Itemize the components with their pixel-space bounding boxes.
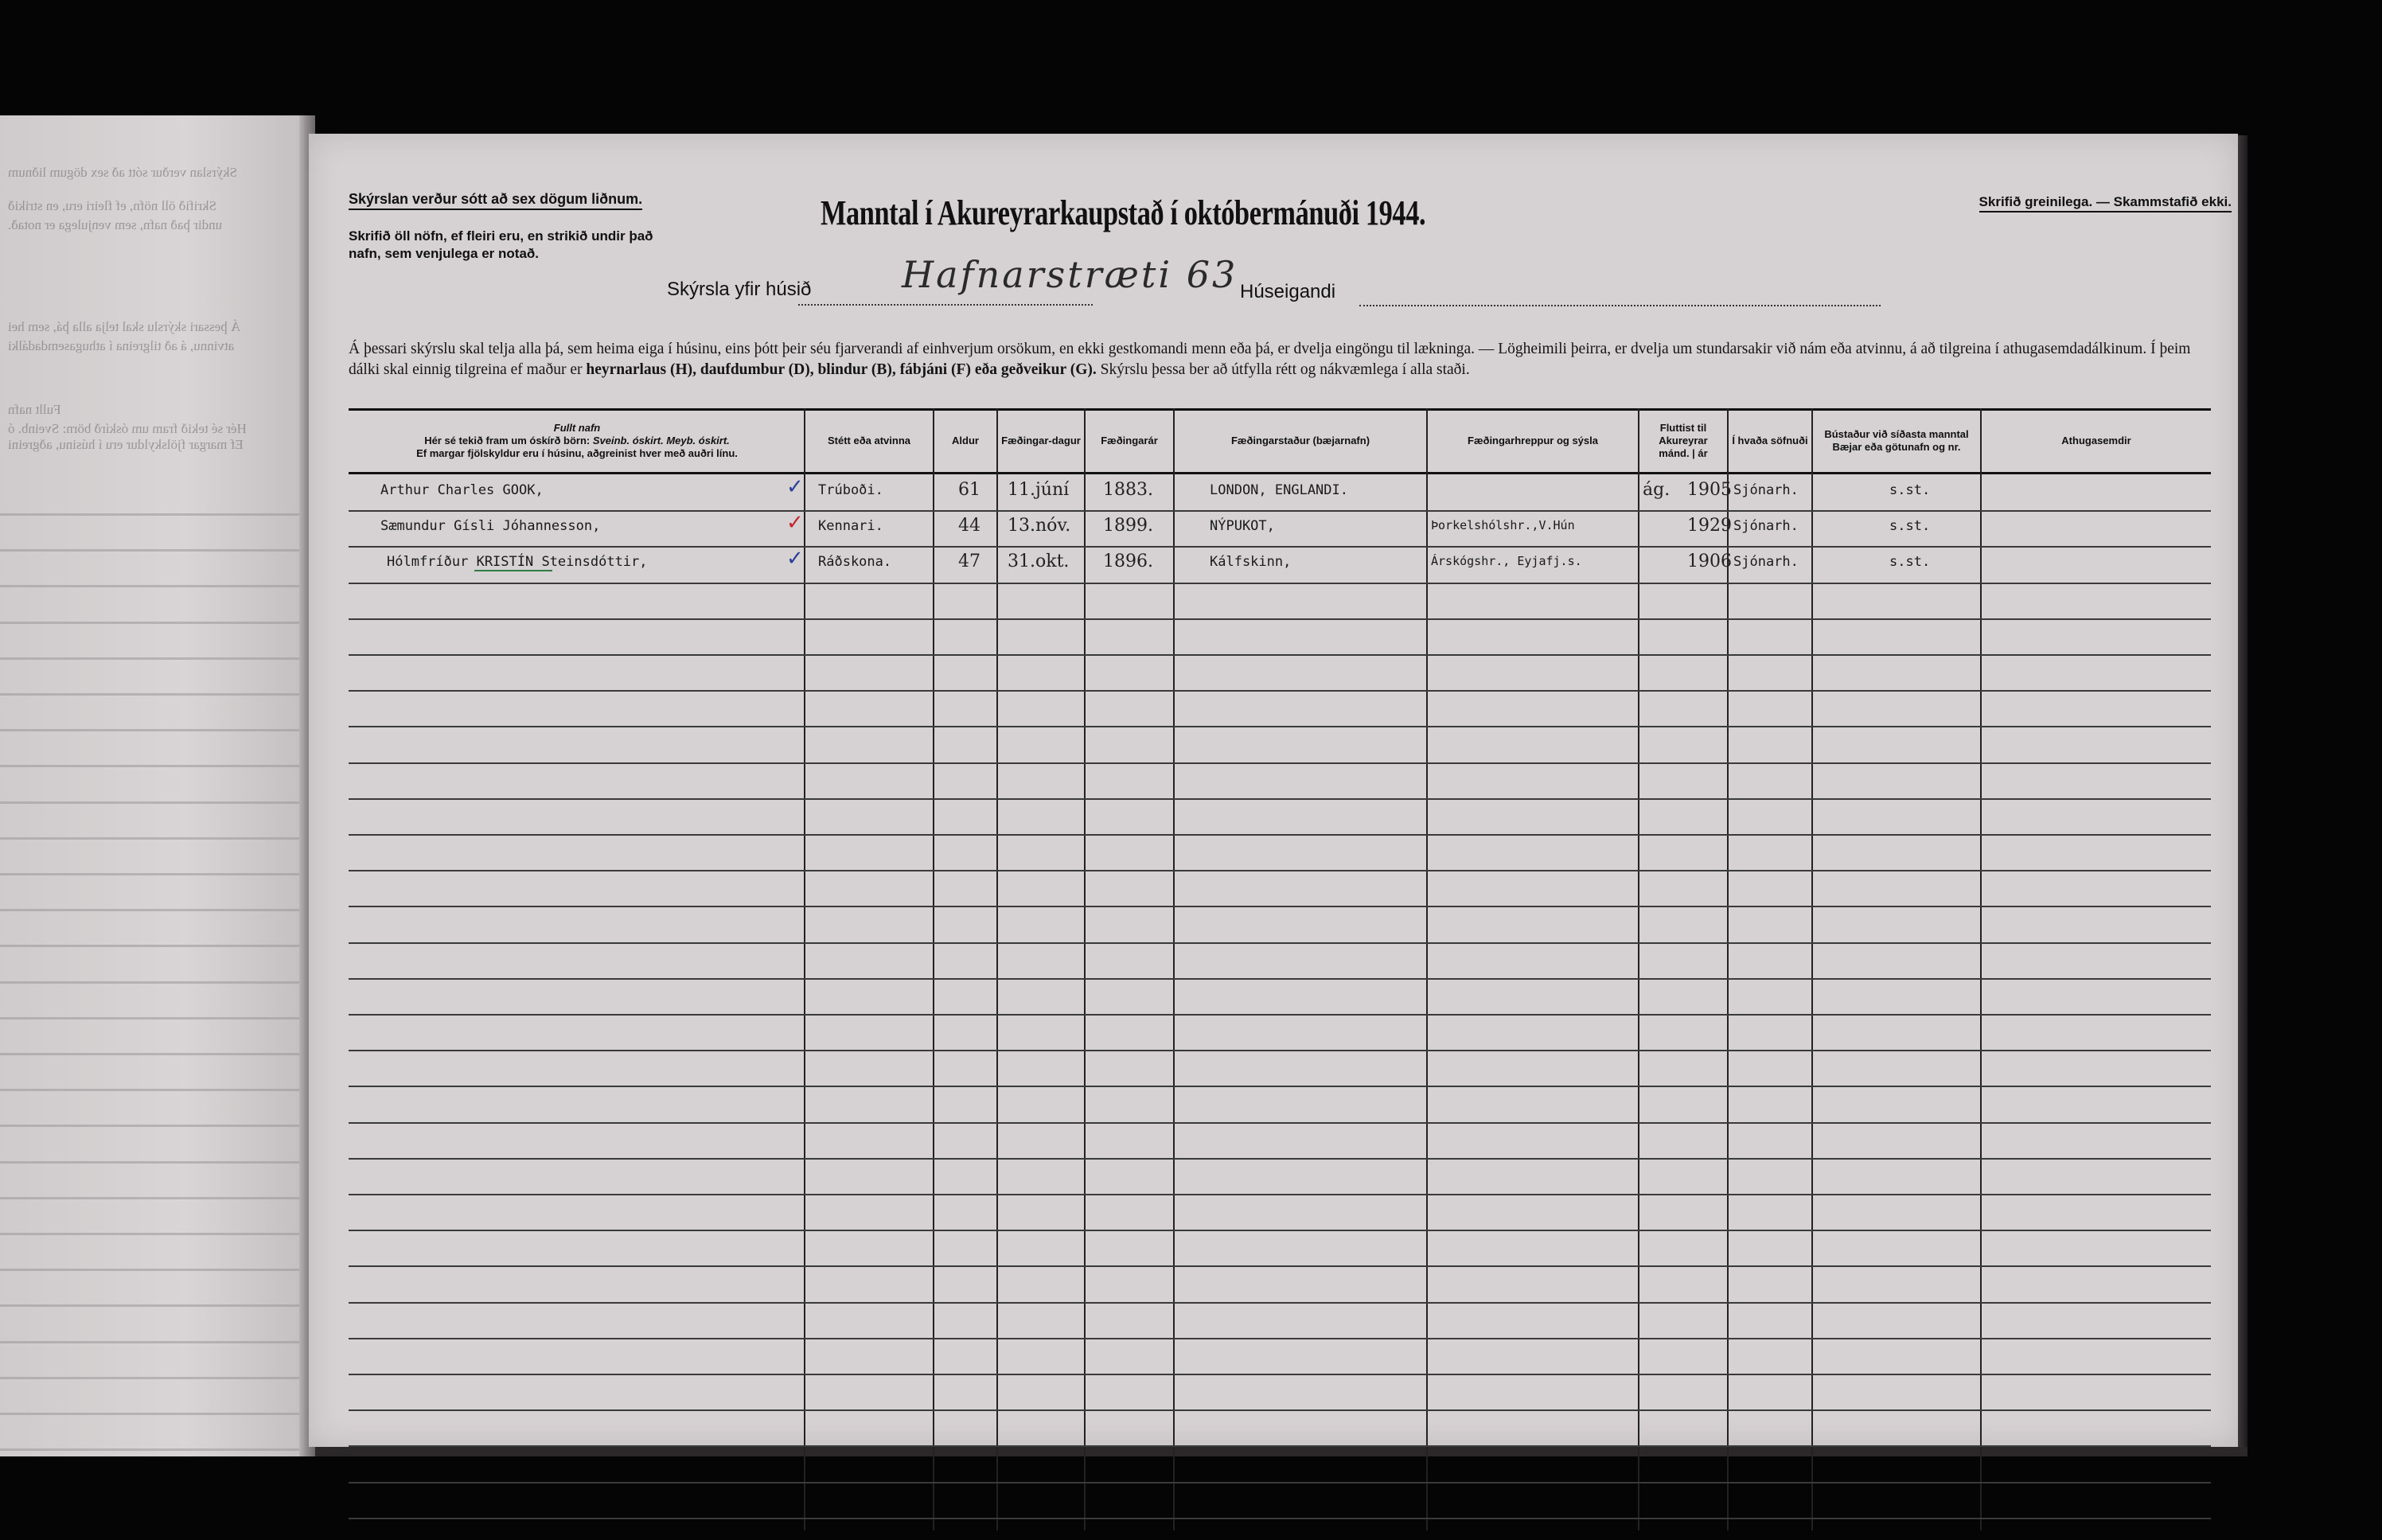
row1-moved-year: 1905: [1687, 480, 1732, 500]
previous-page: [0, 115, 309, 1456]
table-row-line: [349, 546, 2211, 548]
row1-moved-month: ág.: [1643, 480, 1671, 500]
table-row-line: [349, 618, 2211, 620]
row3-prev-residence: s.st.: [1889, 554, 1931, 570]
ghost-text: Skrifið öll nöfn, ef fleiri eru, en strikið: [8, 198, 217, 213]
left-page-rule: [0, 981, 309, 984]
row3-birthplace: Kálfskinn,: [1210, 554, 1292, 570]
table-column-line: [1173, 408, 1175, 1530]
row2-birth-parish: Þorkelshólshr.,V.Hún: [1431, 518, 1575, 532]
census-form-page: [309, 134, 2238, 1447]
header-prev-residence: [1813, 411, 1980, 470]
write-clearly-notice: Skrifið greinilega. — Skammstafið ekki.: [1979, 194, 2232, 212]
header-name-note: Hér sé tekið fram um óskírð börn: Sveinb. óskirt. Meyb. óskirt.: [424, 435, 730, 446]
left-page-rule: [0, 1053, 309, 1055]
table-row-line: [349, 870, 2211, 871]
table-column-line: [1811, 408, 1813, 1530]
page-title: Manntal í Akureyrarkaupstað í októbermánuði 1944.: [821, 193, 1426, 232]
row2-age: 44: [958, 516, 980, 536]
row3-age: 47: [958, 552, 980, 571]
header-prev-residence-sub: Bæjar eða götunafn og nr.: [1832, 441, 1961, 453]
header-name-title: Fullt nafn: [553, 422, 601, 434]
header-birth-parish: Fæðingarhreppur og sýsla: [1468, 435, 1598, 446]
left-page-rule: [0, 1161, 309, 1164]
header-age: Aldur: [952, 435, 979, 446]
table-row-line: [349, 942, 2211, 944]
ghost-text: undir það nafn, sem venjulega er notað.: [8, 217, 223, 232]
left-page-rule: [0, 657, 309, 660]
table-column-line: [1638, 408, 1639, 1530]
left-page-rule: [0, 1269, 309, 1271]
left-page-rule: [0, 585, 309, 587]
page-edge: [2238, 135, 2248, 1452]
left-page-rule: [0, 1233, 309, 1235]
left-page-rule: [0, 1448, 309, 1451]
table-header-rule: [349, 472, 2211, 474]
row1-congregation: Sjónarh.: [1733, 482, 1799, 498]
row1-prev-residence: s.st.: [1889, 482, 1931, 498]
table-row-line: [349, 690, 2211, 692]
left-page-rule: [0, 909, 309, 911]
table-column-line: [804, 408, 805, 1530]
header-moved-sub: mánd. | ár: [1659, 447, 1708, 459]
row1-birthplace: LONDON, ENGLANDI.: [1210, 482, 1348, 498]
row2-prev-residence: s.st.: [1889, 518, 1931, 534]
house-field-line: [798, 304, 1093, 306]
left-page-rule: [0, 1413, 309, 1415]
table-row-line: [349, 1445, 2211, 1447]
header-prev-residence-title: Bústaður við síðasta manntal: [1824, 428, 1969, 440]
instructions-text-end: Skýrslu þessa ber að útfylla rétt og nákvæmlega í alla staði.: [1096, 361, 1470, 378]
table-row-line: [349, 510, 2211, 512]
owner-field-line: [1359, 305, 1881, 306]
left-page-rule: [0, 873, 309, 875]
table-row-line: [349, 762, 2211, 764]
table-column-line: [1084, 408, 1086, 1530]
table-column-line: [1426, 408, 1428, 1530]
table-row-line: [349, 978, 2211, 980]
table-row-line: [349, 1518, 2211, 1519]
table-row-line: [349, 1265, 2211, 1267]
ghost-text: Ef margar fjölskyldur eru í húsinu, aðgreini: [8, 437, 244, 452]
table-row-line: [349, 1086, 2211, 1087]
left-page-rule: [0, 765, 309, 767]
instructions-bold: heyrnarlaus (H), daufdumbur (D), blindur (B), fábjáni (F) eða geðveikur (G).: [586, 361, 1097, 378]
table-row-line: [349, 726, 2211, 727]
instructions: [349, 339, 2211, 380]
row2-birth-day: 13.nóv.: [1008, 516, 1071, 536]
header-congregation: Í hvaða söfnuði: [1732, 435, 1808, 446]
row1-name: Arthur Charles GOOK,: [380, 482, 544, 498]
table-row-line: [349, 1482, 2211, 1483]
left-page-rule: [0, 693, 309, 696]
table-row-line: [349, 1194, 2211, 1195]
table-row-line: [349, 834, 2211, 836]
name-underline: [474, 570, 552, 571]
row3-occupation: Ráðskona.: [818, 554, 892, 570]
left-page-rule: [0, 549, 309, 552]
row2-birthplace: NÝPUKOT,: [1210, 518, 1275, 534]
left-page-rule: [0, 1197, 309, 1199]
left-page-rule: [0, 729, 309, 731]
left-page-rule: [0, 1089, 309, 1091]
ghost-text: Skýrslan verður sótt að sex dögum liðnum: [8, 165, 238, 180]
check-mark-icon: ✓: [786, 547, 804, 571]
table-column-line: [1727, 408, 1729, 1530]
left-page-rule: [0, 1377, 309, 1379]
ghost-text: Á þessari skýrslu skal telja alla þá, sem hei: [8, 319, 241, 334]
header-remarks: Athugasemdir: [2061, 435, 2131, 446]
table-row-line: [349, 1302, 2211, 1304]
row2-moved-year: 1929: [1687, 516, 1732, 536]
ghost-text: atvinnu, á að tilgreina í athugasemdadálki: [8, 338, 235, 353]
table-row-line: [349, 906, 2211, 907]
row2-name: Sæmundur Gísli Jóhannesson,: [380, 518, 601, 534]
ghost-text: Hér sé tekið fram um óskírð börn: Sveinb. ó: [8, 421, 247, 436]
header-birth-day: Fæðingar-dagur: [1001, 435, 1081, 446]
left-page-rule: [0, 1017, 309, 1020]
instructions-text: Á þessari skýrslu skal telja alla þá, sem heima eiga í húsinu, eins þótt þeir séu fjarverandi af einhverjum orsökum, en ekki gestkomandi menn eða þá, er dvelja eingöngu til lækninga. — Lögheimili þeirra, er dvelja um stundarsakir við nám eða atvinnu, á að tilgreina í athugasemdadálkinum. Í þeim dálki skal einnig tilgreina ef maður er: [349, 341, 2191, 378]
row2-birth-year: 1899.: [1103, 516, 1153, 536]
left-page-rule: [0, 1304, 309, 1307]
check-mark-icon: ✓: [786, 475, 804, 499]
ghost-text: Fullt nafn: [8, 402, 61, 417]
table-row-line: [349, 1230, 2211, 1231]
header-birthplace: Fæðingarstaður (bæjarnafn): [1230, 435, 1370, 446]
row3-congregation: Sjónarh.: [1733, 554, 1799, 570]
row3-birth-parish: Árskógshr., Eyjafj.s.: [1431, 554, 1582, 568]
owner-label: Húseigandi: [1240, 281, 1336, 302]
left-page-rule: [0, 513, 309, 516]
header-birth-year: Fæðingarár: [1101, 435, 1158, 446]
header-moved-title: Fluttist til Akureyrar: [1659, 422, 1708, 446]
table-row-line: [349, 1338, 2211, 1339]
left-page-rule: [0, 1125, 309, 1127]
row2-congregation: Sjónarh.: [1733, 518, 1799, 534]
table-column-line: [933, 408, 934, 1530]
table-row-line: [349, 1374, 2211, 1375]
header-name-note2: Ef margar fjölskyldur eru í húsinu, aðgreinist hver með auðri línu.: [416, 447, 738, 459]
table-row-line: [349, 654, 2211, 656]
row1-birth-day: 11.júní: [1008, 480, 1070, 500]
left-page-rule: [0, 837, 309, 840]
house-value-handwritten: Hafnarstræti 63: [902, 253, 1238, 296]
collect-notice: Skýrslan verður sótt að sex dögum liðnum.: [349, 191, 642, 210]
row3-name: Hólmfríður KRISTÍN Steinsdóttir,: [387, 554, 648, 570]
table-row-line: [349, 798, 2211, 800]
row3-birth-year: 1896.: [1103, 552, 1153, 571]
header-occupation: Stétt eða atvinna: [827, 435, 911, 446]
row3-birth-day: 31.okt.: [1008, 552, 1070, 571]
table-row-line: [349, 1050, 2211, 1051]
row1-occupation: Trúboði.: [818, 482, 883, 498]
row1-birth-year: 1883.: [1103, 480, 1153, 500]
left-page-rule: [0, 1341, 309, 1343]
table-row-line: [349, 1158, 2211, 1160]
check-mark-icon: ✓: [786, 511, 804, 535]
row3-moved-year: 1906: [1687, 552, 1732, 571]
row2-occupation: Kennari.: [818, 518, 883, 534]
table-row-line: [349, 1122, 2211, 1124]
table-column-line: [1980, 408, 1982, 1530]
table-row-line: [349, 1409, 2211, 1411]
table-row-line: [349, 583, 2211, 584]
left-page-rule: [0, 622, 309, 624]
page-bottom-edge: [315, 1447, 2248, 1456]
header-moved: [1639, 411, 1727, 470]
table-column-line: [996, 408, 998, 1530]
house-label: Skýrsla yfir húsið: [667, 279, 812, 300]
names-notice: Skrifið öll nöfn, ef fleiri eru, en strikið undir það nafn, sem venjulega er notað.: [349, 228, 653, 261]
left-page-rule: [0, 945, 309, 947]
table-top-rule: [349, 408, 2211, 411]
header-full-name: [352, 411, 802, 470]
left-page-rule: [0, 801, 309, 804]
row1-age: 61: [958, 480, 980, 500]
table-row-line: [349, 1014, 2211, 1016]
